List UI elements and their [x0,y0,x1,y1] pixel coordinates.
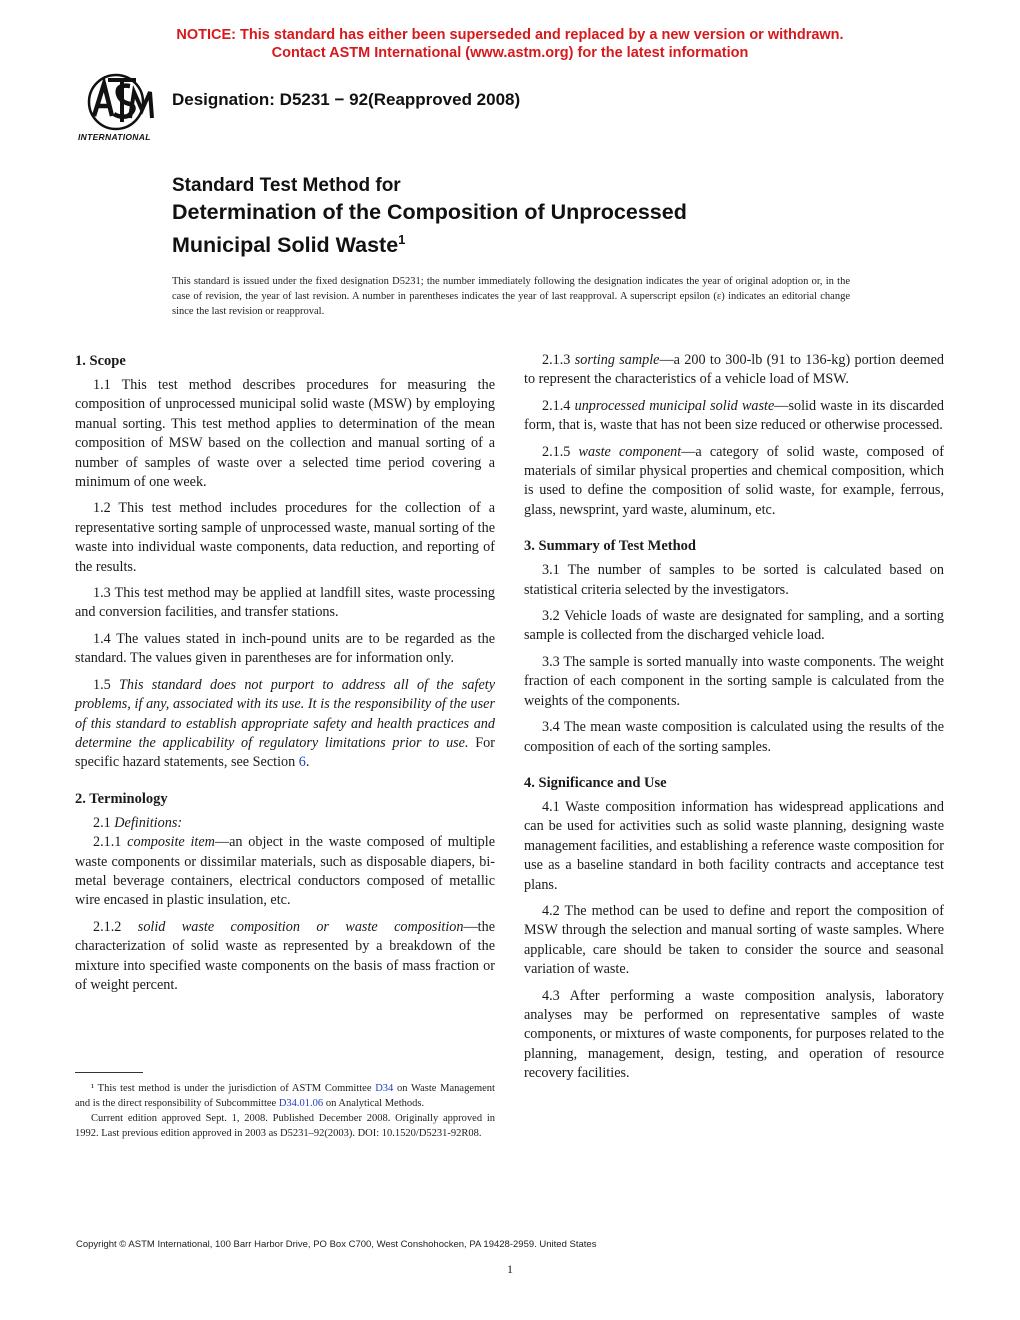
para-1-1: 1.1 This test method describes procedures for measuring the composition of unprocessed municipal solid waste (MSW) by employing manual sorting. This test method applies to determination of the mean composition of MSW based on the collection and manual sorting of a number of samples of waste over a selected time period covering a minimum of one week. [75,377,495,491]
para-2-1-5: 2.1.5 waste component—a category of solid waste, composed of materials of similar physical properties and chemical composition, which is used to define the composition of solid waste, for example, ferrous, glass, newsprint, yard waste, aluminum, etc. [524,443,944,518]
page-number: 1 [507,1262,513,1276]
footnote-edition: Current edition approved Sept. 1, 2008. Published December 2008. Originally approved in 1992. Last previous edition approved in 2003 as D5231–92(2003). DOI: 10.1520/D5231-92R08. [75,1113,495,1139]
para-2-1-4: 2.1.4 unprocessed municipal solid waste—solid waste in its discarded form, that is, waste that has not been size reduced or otherwise processed. [524,397,944,434]
para-2-1-3: 2.1.3 sorting sample—a 200 to 300-lb (91 to 136-kg) portion deemed to represent the characteristics of a vehicle load of MSW. [524,352,944,388]
footnote [75,1081,495,1141]
section-heading-scope: 1. Scope [75,353,126,369]
para-3-1: 3.1 The number of samples to be sorted is calculated based on statistical criteria selected by the investigators. [524,562,944,598]
para-4-1: 4.1 Waste composition information has widespread applications and can be used for activities such as solid waste planning, designing waste management facilities, and establishing a reference waste composition for use as a baseline standard in both facility contracts and acceptance test plans. [524,798,944,893]
committee-d34-link[interactable]: D34 [375,1083,394,1094]
copyright-line: Copyright © ASTM International, 100 Barr Harbor Drive, PO Box C700, West Conshohocken, PA 19428-2959. United States [76,1239,597,1250]
subcommittee-link[interactable]: D34.01.06 [278,1098,324,1109]
para-3-4: 3.4 The mean waste composition is calculated using the results of the composition of each of the sorting samples. [524,719,944,755]
issued-note: This standard is issued under the fixed designation D5231; the number immediately following the designation indicates the year of original adoption or, in the case of revision, the year of last revision. A number in parentheses indicates the year of last reapproval. A superscript epsilon (ε) indicates an editorial change since the last revision or reapproval. [172,276,850,317]
para-1-5: 1.5 This standard does not purport to address all of the safety problems, if any, associated with its use. It is the responsibility of the user of this standard to establish appropriate safety and health practices and determine the applicability of regulatory limitations prior to use. For specific hazard statements, see Section 6. [75,676,495,771]
document-title [172,174,687,259]
para-3-2: 3.2 Vehicle loads of waste are designated for sampling, and a sorting sample is collected from the discharged vehicle load. [524,608,944,644]
section-heading-summary: 3. Summary of Test Method [524,538,696,555]
logo-wordmark: INTERNATIONAL [78,132,151,142]
withdrawal-notice [0,26,1020,62]
title-footnote-mark: 1 [398,232,406,247]
title-line-3: Municipal Solid Waste$^1$ [172,232,406,257]
para-3-3: 3.3 The sample is sorted manually into waste components. The weight fraction of each component in the sorting sample is calculated from the weights of the components. [524,653,944,709]
left-column [75,348,495,995]
footnote-divider [75,1072,143,1073]
notice-line-2: Contact ASTM International (www.astm.org) for the latest information [271,45,749,61]
section-heading-terminology: 2. Terminology [75,790,168,807]
section-6-link[interactable]: 6 [298,754,306,771]
para-4-2: 4.2 The method can be used to define and report the composition of MSW through the selection and manual sorting of waste samples. Where applicable, care should be taken to consider the source and seasonal variation of waste. [524,902,944,978]
title-line-2: Determination of the Composition of Unprocessed [172,200,687,224]
para-2-1: 2.1 Definitions: [93,814,183,831]
para-1-3: 1.3 This test method may be applied at landfill sites, waste processing and conversion facilities, and transfer stations. [75,585,495,621]
title-line-1: Standard Test Method for [172,175,401,196]
para-1-2: 1.2 This test method includes procedures for the collection of a representative sorting sample of unprocessed waste, manual sorting of the waste into individual waste components, data reduction, and reporting of the results. [75,500,495,575]
footnote-1: ¹ This test method is under the jurisdiction of ASTM Committee D34 on Waste Management and is the direct responsibility of Subcommittee D34.01.06 on Analytical Methods. [75,1083,495,1109]
para-1-4: 1.4 The values stated in inch-pound units are to be regarded as the standard. The values given in parentheses are for information only. [75,630,495,667]
designation: Designation: D5231 − 92(Reapproved 2008) [172,90,521,109]
notice-line-1: NOTICE: This standard has either been superseded and replaced by a new version or withdrawn. [176,27,844,43]
para-4-3: 4.3 After performing a waste composition analysis, laboratory analyses may be performed on representative samples of waste components, or mixtures of waste components, for purposes related to the planning, management, design, testing, and operation of resource recovery facilities. [524,987,944,1082]
para-2-1-2: 2.1.2 solid waste composition or waste composition—the characterization of solid waste as represented by a breakdown of the mixture into specified waste components on the basis of mass fraction or of weight percent. [75,918,495,993]
section-heading-significance: 4. Significance and Use [524,774,667,791]
para-2-1-1: 2.1.1 composite item—an object in the waste composed of multiple waste components or dissimilar materials, such as disposable diapers, bi-metal beverage containers, electrical conductors composed of metallic wire encased in plastic insulation, etc. [75,834,496,909]
right-column [524,351,944,1084]
